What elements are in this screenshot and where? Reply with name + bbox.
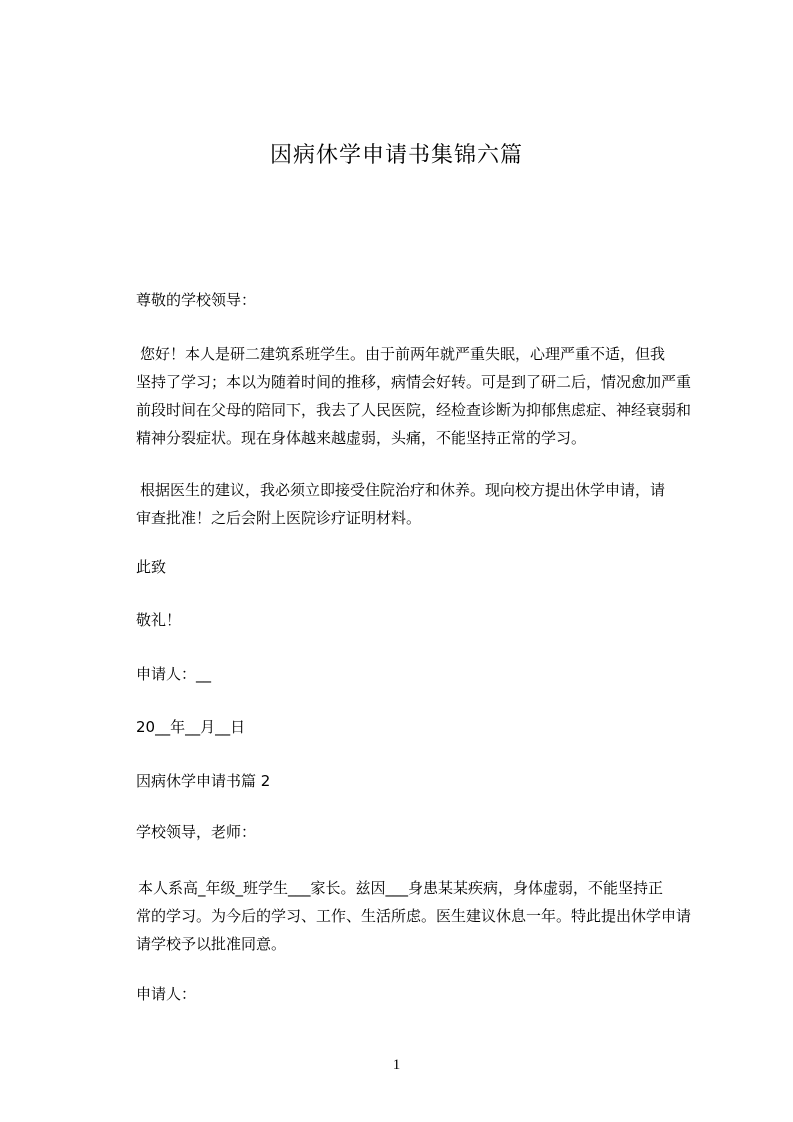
paragraph-line: 精神分裂症状。现在身体越来越虚弱，头痛，不能坚持正常的学习。 <box>136 429 587 447</box>
paragraph-line: 前段时间在父母的陪同下，我去了人民医院，经检查诊断为抑郁焦虑症、神经衰弱和 <box>136 401 692 419</box>
paragraph-line: 您好！本人是研二建筑系班学生。由于前两年就严重失眠，心理严重不适，但我 <box>140 345 666 363</box>
closing-line-2: 敬礼！ <box>136 611 182 629</box>
paragraph-line: 常的学习。为今后的学习、工作、生活所虑。医生建议休息一年。特此提出休学申请 <box>136 907 692 925</box>
paragraph-line: 审查批准！之后会附上医院诊疗证明材料。 <box>136 509 422 527</box>
page-number: 1 <box>392 1057 401 1073</box>
salutation: 尊敬的学校领导： <box>136 291 257 309</box>
paragraph-line: 坚持了学习；本以为随着时间的推移，病情会好转。可是到了研二后，情况愈加严重 <box>136 373 692 391</box>
paragraph-body-2 <box>136 476 702 532</box>
applicant-line-2: 申请人： <box>136 985 197 1003</box>
paragraph-line: 请学校予以批准同意。 <box>136 935 287 953</box>
date-line: 20__年__月__日 <box>136 718 246 736</box>
salutation-2: 学校领导，老师： <box>136 823 257 841</box>
section-heading: 因病休学申请书篇 2 <box>136 772 271 790</box>
closing-line-1: 此致 <box>136 558 167 576</box>
paragraph-body-3 <box>136 874 702 958</box>
applicant-line: 申请人：__ <box>136 665 212 683</box>
paragraph-line: 根据医生的建议，我必须立即接受住院治疗和休养。现向校方提出休学申请，请 <box>140 481 666 499</box>
paragraph-body-1 <box>136 340 702 452</box>
paragraph-line: 本人系高_年级_班学生___家长。兹因___身患某某疾病，身体虚弱，不能坚持正 <box>138 879 664 897</box>
document-title: 因病休学申请书集锦六篇 <box>269 143 523 168</box>
